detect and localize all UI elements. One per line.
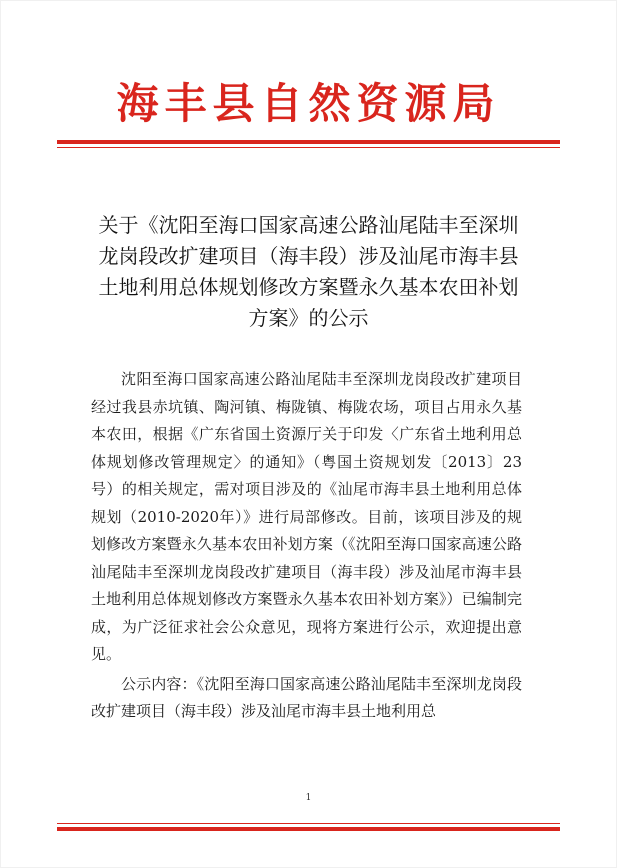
agency-header: 海丰县自然资源局: [116, 79, 501, 128]
footer-rule: [57, 823, 560, 831]
notice-body: [91, 366, 522, 726]
footer-rule-thin: [57, 823, 560, 824]
header-rule-thick: [57, 140, 560, 144]
body-paragraph: 沈阳至海口国家高速公路汕尾陆丰至深圳龙岗段改扩建项目经过我县赤坑镇、陶河镇、梅陇镇、梅陇农场，项目占用永久基本农田，根据《广东省国土资源厅关于印发〈广东省土地利用总体规划修改管理规定〉的通知》（粤国土资规划发〔2013〕23号）的相关规定，需对项目涉及的《汕尾市海丰县土地利用总体规划（2010-2020年）》进行局部修改。目前，该项目涉及的规划修改方案暨永久基本农田补划方案（《沈阳至海口国家高速公路汕尾陆丰至深圳龙岗段改扩建项目（海丰段）涉及汕尾市海丰县土地利用总体规划修改方案暨永久基本农田补划方案》）已编制完成，为广泛征求社会公众意见，现将方案进行公示，欢迎提出意见。: [91, 370, 522, 663]
header-rule-thin: [57, 147, 560, 148]
notice-title: 关于《沈阳至海口国家高速公路汕尾陆丰至深圳龙岗段改扩建项目（海丰段）涉及汕尾市海丰县土地利用总体规划修改方案暨永久基本农田补划方案》的公示: [98, 213, 519, 330]
footer-rule-thick: [57, 827, 560, 831]
body-paragraph: 公示内容：《沈阳至海口国家高速公路汕尾陆丰至深圳龙岗段改扩建项目（海丰段）涉及汕尾市海丰县土地利用总: [91, 674, 522, 720]
page-number: 1: [305, 793, 312, 803]
header-rule: [57, 140, 560, 148]
